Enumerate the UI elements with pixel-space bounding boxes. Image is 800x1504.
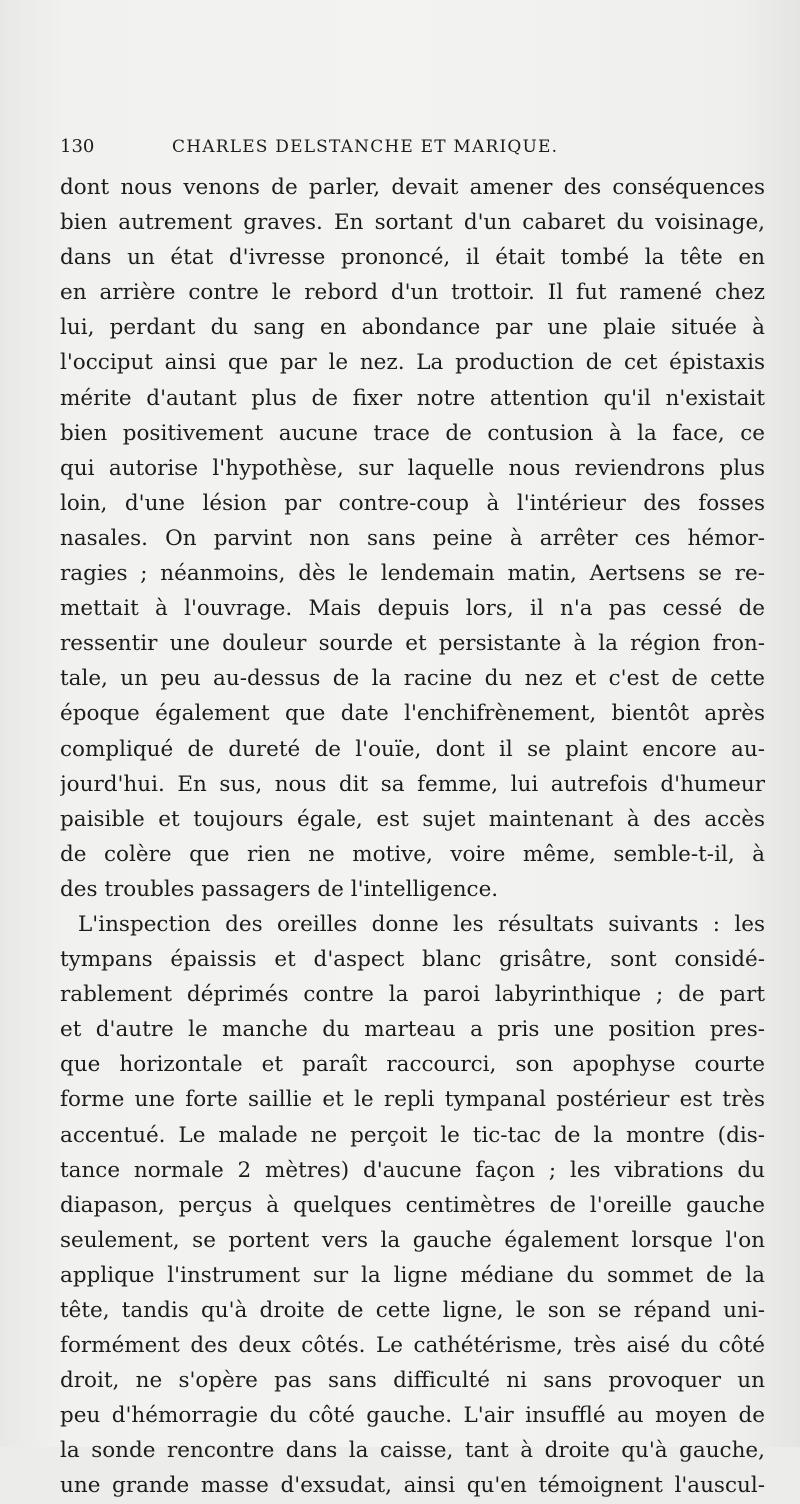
text-line: compliqué de dureté de l'ouïe, dont il se plaint encore au- [60, 736, 765, 762]
text-line: de colère que rien ne motive, voire même, semble-t-il, à [60, 841, 765, 867]
text-line: forme une forte saillie et le repli tympanal postérieur est très [60, 1087, 765, 1113]
paragraph-end-line: des troubles passagers de l'intelligence. [60, 876, 499, 902]
text-line: dans un état d'ivresse prononcé, il était tombé la tête en [60, 245, 765, 271]
text-line: bien autrement graves. En sortant d'un cabaret du voisinage, [60, 210, 765, 236]
text-line: la sonde rencontre dans la caisse, tant à droite qu'à gauche, [60, 1438, 765, 1464]
text-line: dont nous venons de parler, devait amener des conséquences [60, 175, 765, 200]
text-line: en arrière contre le rebord d'un trottoir. Il fut ramené chez [60, 280, 765, 306]
text-line: accentué. Le malade ne perçoit le tic-tac de la montre (dis- [60, 1122, 765, 1148]
text-line: époque également que date l'enchifrènement, bientôt après [60, 701, 765, 727]
text-line: diapason, perçus à quelques centimètres de l'oreille gauche [60, 1192, 765, 1218]
body-text [60, 170, 765, 1504]
text-line: lui, perdant du sang en abondance par une plaie située à [60, 315, 765, 341]
text-line: bien positivement aucune trace de contusion à la face, ce [60, 420, 765, 446]
text-line: tympans épaissis et d'aspect blanc grisâtre, sont considé- [60, 947, 765, 973]
text-line: et d'autre le manche du marteau a pris une position pres- [60, 1017, 765, 1043]
text-line: que horizontale et paraît raccourci, son apophyse courte [60, 1052, 765, 1078]
text-line: seulement, se portent vers la gauche également lorsque l'on [60, 1227, 765, 1253]
page-header [60, 134, 748, 160]
text-line: loin, d'une lésion par contre-coup à l'intérieur des fosses [60, 490, 765, 516]
paragraph-start-line: L'inspection des oreilles donne les résultats suivants : les [78, 911, 765, 937]
text-line: paisible et toujours égale, est sujet maintenant à des accès [60, 806, 765, 832]
text-line: nasales. On parvint non sans peine à arrêter ces hémor- [60, 525, 765, 551]
text-line: qui autorise l'hypothèse, sur laquelle nous reviendrons plus [60, 455, 765, 481]
text-line: tête, tandis qu'à droite de cette ligne, le son se répand uni- [60, 1298, 765, 1323]
text-line: mérite d'autant plus de fixer notre attention qu'il n'existait [60, 385, 765, 411]
text-line: rablement déprimés contre la paroi labyrinthique ; de part [60, 982, 765, 1008]
running-head: CHARLES DELSTANCHE ET MARIQUE. [172, 137, 559, 157]
text-line: mettait à l'ouvrage. Mais depuis lors, il n'a pas cessé de [60, 596, 765, 622]
text-line: formément des deux côtés. Le cathétérisme, très aisé du côté [60, 1333, 765, 1359]
text-line: une grande masse d'exsudat, ainsi qu'en témoignent l'auscul- [60, 1473, 765, 1499]
text-line: jourd'hui. En sus, nous dit sa femme, lui autrefois d'humeur [60, 771, 765, 797]
text-line: droit, ne s'opère pas sans difficulté ni sans provoquer un [60, 1368, 765, 1394]
text-line: tale, un peu au-dessus de la racine du nez et c'est de cette [60, 666, 765, 692]
text-line: l'occiput ainsi que par le nez. La production de cet épistaxis [60, 350, 765, 376]
text-line: applique l'instrument sur la ligne médiane du sommet de la [60, 1262, 765, 1288]
text-line: peu d'hémorragie du côté gauche. L'air insufflé au moyen de [60, 1403, 765, 1429]
text-line: tance normale 2 mètres) d'aucune façon ; les vibrations du [60, 1157, 765, 1183]
page-number: 130 [60, 136, 95, 157]
text-line: ressentir une douleur sourde et persistante à la région fron- [60, 631, 765, 657]
text-line: ragies ; néanmoins, dès le lendemain matin, Aertsens se re- [60, 561, 765, 587]
